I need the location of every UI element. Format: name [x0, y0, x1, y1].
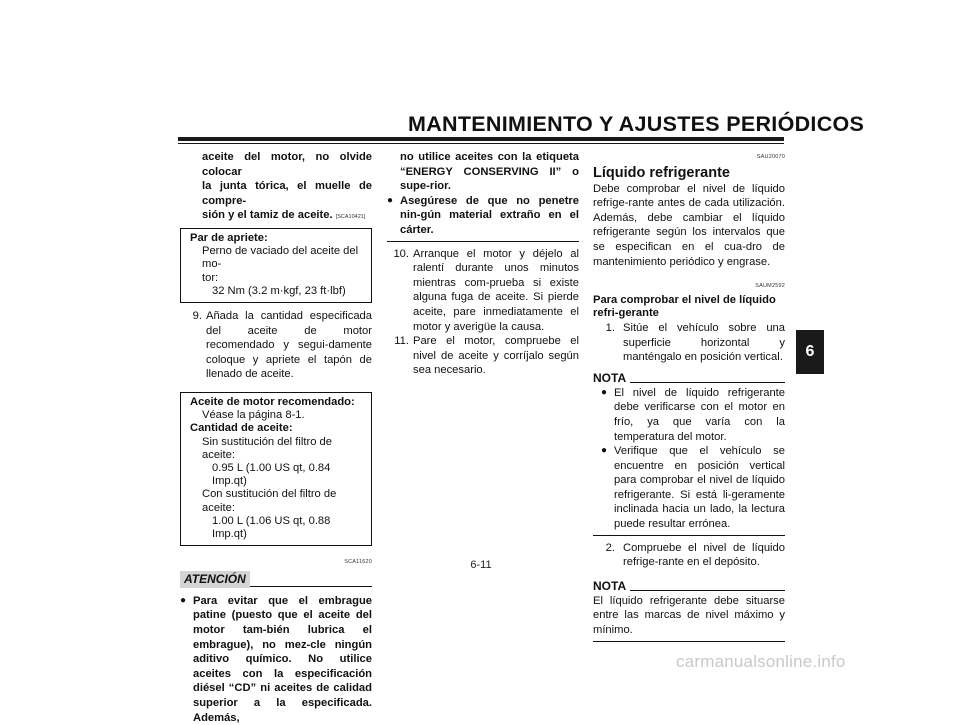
watermark: carmanualsonline.info: [676, 652, 846, 671]
nota-rule: [630, 590, 785, 591]
nota-2-end-rule: [593, 641, 785, 642]
step-9: [180, 309, 372, 382]
nota-bullet-text: Verifique que el vehículo se encuentre en posición vertical para comprobar el nivel de líquido refrigerante. Si está li-geramente inclinada hacia un lado, la lectura puede resultar errónea.: [614, 445, 785, 531]
step-11: [387, 334, 579, 378]
step-number: 9.: [192, 309, 202, 322]
section-code: SAU20070: [756, 154, 785, 160]
atencion-bullet-2-text: Asegúrese de que no penetre nin-gún material extraño en el cárter.: [400, 194, 579, 236]
step-text: Añada la cantidad especificada del aceite de motor recomendado y segui-damente coloque y apriete el tapón de llenado de aceite.: [206, 309, 372, 381]
step-text: Pare el motor, compruebe el nivel de aceite y corríjalo según sea necesario.: [413, 335, 579, 377]
nota-end-rule: [593, 535, 785, 536]
oil-see-page: Véase la página 8-1.: [202, 409, 305, 422]
nota-2-text: El líquido refrigerante debe situarse entre las marcas de nivel máximo y mínimo.: [593, 594, 785, 637]
intro-line-2: la junta tórica, el muelle de compre-: [202, 180, 372, 207]
nota-label: NOTA: [593, 578, 627, 593]
nota-rule: [630, 382, 785, 383]
atencion-code: SCA11620: [344, 559, 372, 566]
page-header-title: MANTENIMIENTO Y AJUSTES PERIÓDICOS: [408, 112, 865, 136]
coolant-step-1: [593, 321, 785, 365]
chapter-tab: 6: [796, 330, 824, 374]
nota-bullet-text: El nivel de líquido refrigerante debe verificarse con el motor en frío, ya que varía con la temperatura del motor.: [614, 386, 785, 443]
atencion-end-rule: [387, 241, 579, 242]
page-number: 6-11: [470, 559, 492, 571]
intro-line-3: [180, 208, 372, 225]
torque-line-2: tor:: [202, 271, 219, 284]
bullet-icon: ●: [387, 194, 394, 206]
nota-label: NOTA: [593, 370, 627, 385]
column-middle: [387, 150, 579, 378]
step-number: 11.: [394, 335, 409, 348]
atencion-label: ATENCIÓN: [180, 571, 250, 588]
bullet-icon: ●: [180, 594, 187, 606]
header-rule: [178, 137, 784, 141]
nota-bullet-1: [593, 386, 785, 444]
step-number: 10.: [393, 247, 409, 260]
torque-line-1: Perno de vaciado del aceite del mo-: [202, 245, 359, 271]
step-number: 2.: [605, 541, 615, 554]
atencion-continued: no utilice aceites con la etiqueta “ENERGY CONSERVING II” o supe-rior.: [400, 151, 579, 193]
step-10: [387, 247, 579, 335]
intro-line-3-text: sión y el tamiz de aceite.: [202, 209, 333, 222]
oil-spec-box: [180, 392, 372, 546]
intro-code: [SCA10421]: [335, 214, 366, 221]
step-text: Compruebe el nivel de líquido refrige-rante en el depósito.: [623, 541, 785, 569]
bullet-icon: ●: [601, 445, 608, 457]
torque-value: 32 Nm (3.2 m·kgf, 23 ft·lbf): [212, 284, 346, 297]
subsection-title: Para comprobar el nivel de líquido refri-gerante: [593, 293, 776, 320]
step-number: 1.: [605, 321, 615, 334]
oil-without-filter: Sin sustitución del filtro de aceite:: [202, 435, 332, 461]
column-right: [593, 150, 785, 642]
column-left: [180, 150, 372, 725]
intro-line-1: aceite del motor, no olvide colocar: [202, 151, 372, 178]
atencion-bullet-text: Para evitar que el embrague patine (puesto que el aceite del motor tam-bién lubrica el embrague), no mez-cle ningún aditivo químico. No utilice aceites con la especificación diésel “CD” ni aceites de calidad superior a la especificada. Además,: [193, 594, 372, 724]
oil-without-value: 0.95 L (1.00 US qt, 0.84 Imp.qt): [212, 461, 331, 488]
step-text: Arranque el motor y déjelo al ralentí durante unos minutos mientras com-prueba si existe alguna fuga de aceite. Si pierde aceite, pare inmediatamente el motor y averigüe la causa.: [413, 247, 579, 333]
nota-bullet-2: [593, 444, 785, 532]
bullet-icon: ●: [601, 386, 608, 398]
nota-heading-1: [593, 371, 785, 386]
section-title: Líquido refrigerante: [593, 164, 730, 181]
nota-heading-2: [593, 579, 785, 594]
oil-with-value: 1.00 L (1.06 US qt, 0.88 Imp.qt): [212, 514, 331, 540]
oil-with-filter: Con sustitución del filtro de aceite:: [202, 488, 337, 514]
torque-spec-box: [180, 228, 372, 303]
atencion-rule: [250, 586, 372, 587]
atencion-bullet: [180, 594, 372, 725]
atencion-bullet-2: [387, 194, 579, 238]
header-rule-thin: [178, 143, 784, 144]
torque-title: Par de apriete:: [190, 231, 268, 244]
oil-qty-title: Cantidad de aceite:: [190, 422, 293, 435]
atencion-heading: [180, 571, 372, 588]
oil-title: Aceite de motor recomendado:: [190, 395, 355, 408]
coolant-step-2: [593, 541, 785, 570]
step-text: Sitúe el vehículo sobre una superficie horizontal y manténgalo en posición vertical.: [623, 321, 785, 364]
subsection-code: SAUM2592: [755, 283, 785, 290]
section-body: Debe comprobar el nivel de líquido refrige-rante antes de cada utilización. Además, debe cambiar el líquido refrigerante según los intervalos que se especifican en el cua-dro de mantenimiento periódico y engrase.: [593, 182, 785, 268]
